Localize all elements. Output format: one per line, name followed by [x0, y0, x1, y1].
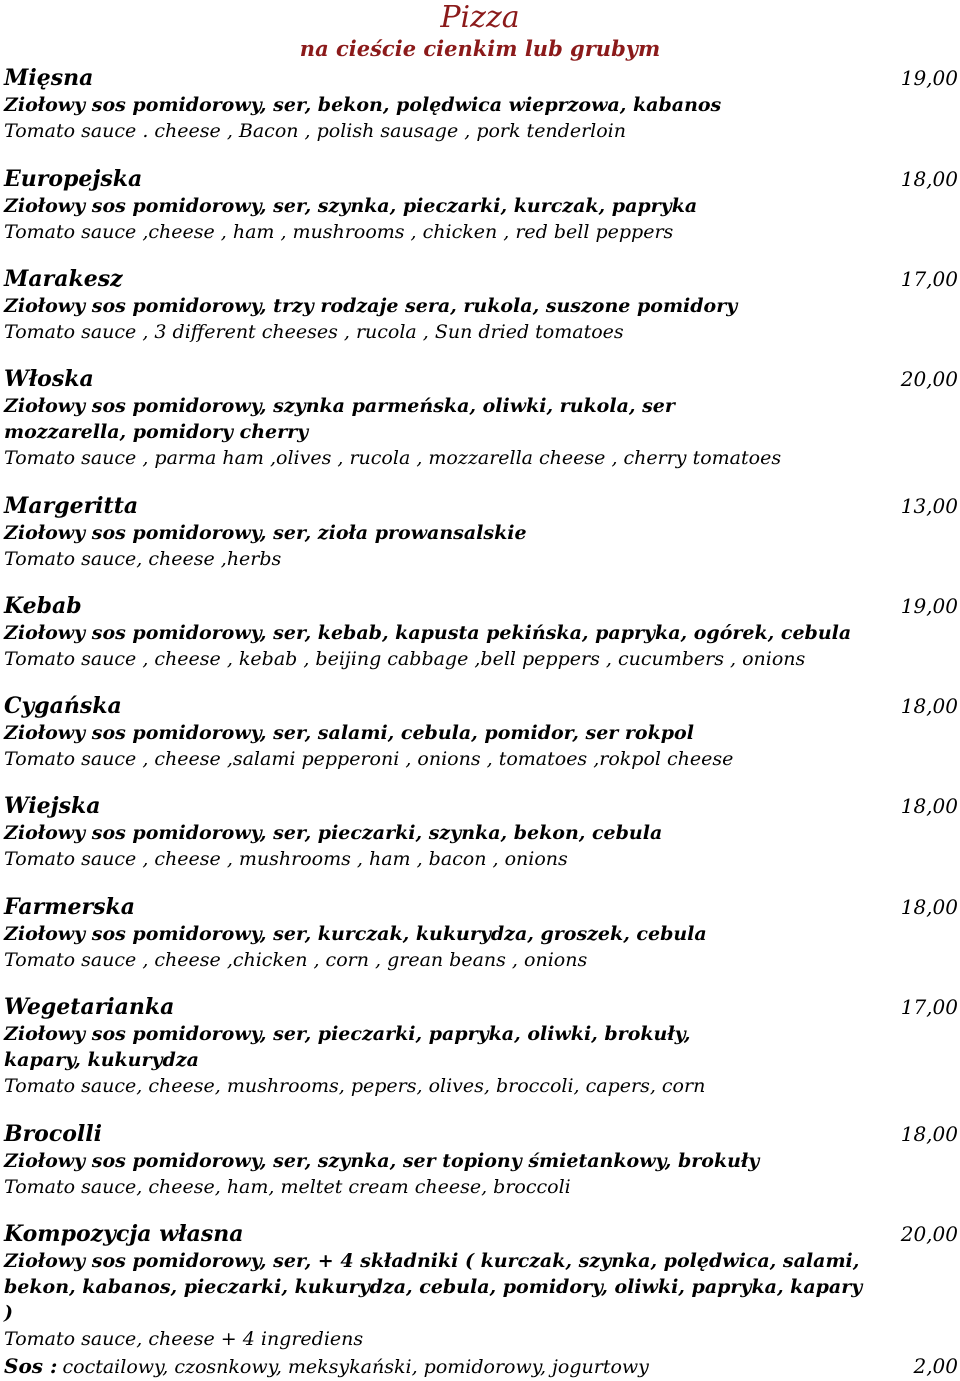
item-price: 19,00: [900, 66, 958, 90]
menu-item-wloska: [4, 365, 958, 471]
page-subtitle: na cieście cienkim lub grubym: [299, 36, 661, 61]
item-price: 17,00: [900, 267, 958, 291]
item-description-pl: Ziołowy sos pomidorowy, ser, kebab, kapusta pekińska, papryka, ogórek, cebula: [4, 622, 852, 644]
item-price: 18,00: [900, 167, 958, 191]
menu-item-kompozycja-wlasna: [4, 1220, 958, 1352]
menu-item-brocolli: [4, 1120, 958, 1200]
item-name: Kebab: [4, 593, 82, 619]
item-price: 18,00: [900, 895, 958, 919]
item-description-en: Tomato sauce , cheese , mushrooms , ham , bacon , onions: [4, 848, 568, 870]
item-name: Brocolli: [4, 1121, 103, 1147]
item-description-pl: Ziołowy sos pomidorowy, ser, pieczarki, szynka, bekon, cebula: [4, 822, 663, 844]
item-name: Farmerska: [4, 894, 136, 920]
page-title: Pizza: [440, 0, 520, 35]
item-name: Margeritta: [4, 493, 139, 519]
item-name: Wiejska: [4, 793, 101, 819]
menu-item-kebab: [4, 592, 958, 672]
item-name: Marakesz: [4, 266, 123, 292]
sauces-row: [4, 1352, 958, 1380]
menu-item-wegetarianka: [4, 993, 958, 1099]
item-price: 20,00: [900, 1222, 958, 1246]
item-description-en: Tomato sauce , cheese ,chicken , corn , grean beans , onions: [4, 949, 588, 971]
item-price: 19,00: [900, 594, 958, 618]
item-description-en: Tomato sauce, cheese ,herbs: [4, 548, 282, 570]
item-description-en: Tomato sauce , parma ham ,olives , rucola , mozzarella cheese , cherry tomatoes: [4, 447, 782, 469]
item-price: 17,00: [900, 995, 958, 1019]
menu-item-wiejska: [4, 792, 958, 872]
menu-item-cyganska: [4, 692, 958, 772]
item-price: 18,00: [900, 694, 958, 718]
item-description-en: Tomato sauce, cheese, ham, meltet cream cheese, broccoli: [4, 1176, 571, 1198]
item-price: 13,00: [900, 494, 958, 518]
item-description-en: Tomato sauce , cheese , kebab , beijing cabbage ,bell peppers , cucumbers , onions: [4, 648, 806, 670]
menu-item-farmerska: [4, 893, 958, 973]
item-description-pl: Ziołowy sos pomidorowy, trzy rodzaje sera, rukola, suszone pomidory: [4, 295, 738, 317]
sauces-label: Sos :: [4, 1354, 58, 1378]
item-description-pl: Ziołowy sos pomidorowy, ser, pieczarki, papryka, oliwki, brokuły, kapary, kukurydza: [4, 1023, 691, 1071]
item-description-pl: Ziołowy sos pomidorowy, ser, + 4 składniki ( kurczak, szynka, polędwica, salami, bekon, kabanos, pieczarki, kukurydza, cebula, pomidory, oliwki, papryka, kapary ): [4, 1250, 863, 1324]
item-description-pl: Ziołowy sos pomidorowy, ser, salami, cebula, pomidor, ser rokpol: [4, 722, 694, 744]
item-price: 18,00: [900, 794, 958, 818]
item-name: Kompozycja własna: [4, 1221, 244, 1247]
item-name: Mięsna: [4, 65, 94, 91]
menu-item-marakesz: [4, 265, 958, 345]
item-name: Cygańska: [4, 693, 122, 719]
item-description-pl: Ziołowy sos pomidorowy, ser, bekon, polędwica wieprzowa, kabanos: [4, 94, 722, 116]
item-description-en: Tomato sauce ,cheese , ham , mushrooms , chicken , red bell peppers: [4, 221, 674, 243]
menu-item-europejska: [4, 165, 958, 245]
item-description-pl: Ziołowy sos pomidorowy, ser, szynka, ser topiony śmietankowy, brokuły: [4, 1150, 760, 1172]
item-price: 20,00: [900, 367, 958, 391]
item-description-en: Tomato sauce, cheese + 4 ingrediens: [4, 1328, 364, 1350]
item-description-en: Tomato sauce . cheese , Bacon , polish sausage , pork tenderloin: [4, 120, 626, 142]
sauces-list: coctailowy, czosnkowy, meksykański, pomidorowy, jogurtowy: [62, 1356, 649, 1378]
item-name: Wegetarianka: [4, 994, 175, 1020]
sauces-price: 2,00: [913, 1354, 958, 1378]
menu-item-margeritta: [4, 492, 958, 572]
item-description-en: Tomato sauce , cheese ,salami pepperoni , onions , tomatoes ,rokpol cheese: [4, 748, 734, 770]
item-price: 18,00: [900, 1122, 958, 1146]
item-description-pl: Ziołowy sos pomidorowy, ser, zioła prowansalskie: [4, 522, 527, 544]
item-description-pl: Ziołowy sos pomidorowy, szynka parmeńska, oliwki, rukola, ser mozzarella, pomidory cherry: [4, 395, 675, 443]
item-description-en: Tomato sauce , 3 different cheeses , rucola , Sun dried tomatoes: [4, 321, 624, 343]
item-name: Włoska: [4, 366, 94, 392]
menu-item-miesna: [4, 64, 958, 144]
item-description-pl: Ziołowy sos pomidorowy, ser, szynka, pieczarki, kurczak, papryka: [4, 195, 698, 217]
item-description-pl: Ziołowy sos pomidorowy, ser, kurczak, kukurydza, groszek, cebula: [4, 923, 707, 945]
item-description-en: Tomato sauce, cheese, mushrooms, pepers, olives, broccoli, capers, corn: [4, 1075, 706, 1097]
item-name: Europejska: [4, 166, 143, 192]
